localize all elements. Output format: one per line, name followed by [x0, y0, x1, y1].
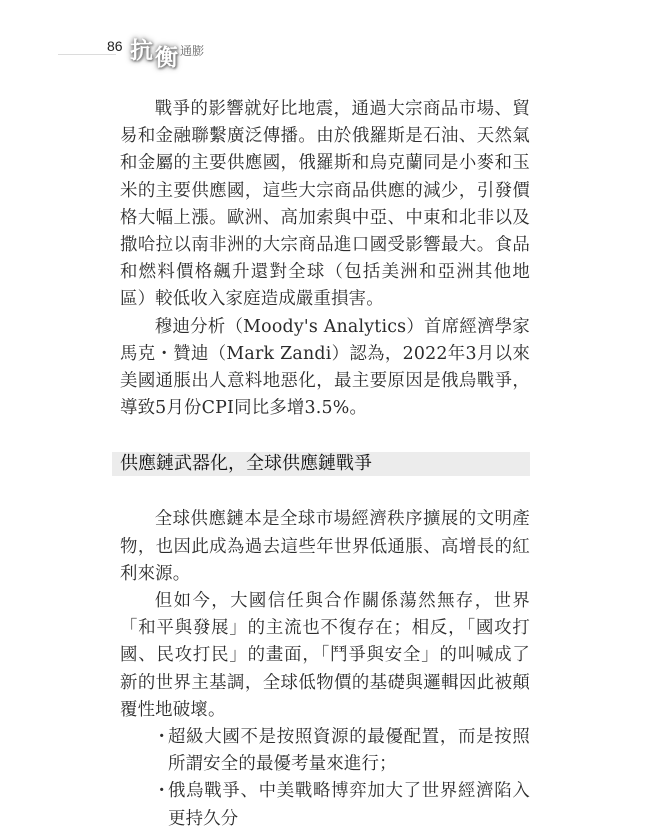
bullet-list [120, 724, 530, 833]
bullet-item [120, 778, 530, 832]
book-title-subtitle: 通膨 [180, 44, 205, 58]
spacer [120, 476, 530, 506]
header-rule [58, 54, 116, 55]
book-title-char-2: 衡 [155, 44, 178, 71]
paragraph-moodys-analytics: 穆迪分析（Moody's Analytics）首席經濟學家馬克・贊迪（Mark Zandi）認為，2022年3月以來美國通脹出人意料地惡化，最主要原因是俄烏戰爭，導致5月份CPI同比多增3.5%。 [120, 316, 530, 419]
spacer [120, 422, 530, 452]
paragraph-global-supply-chain: 全球供應鏈本是全球市場經濟秩序擴展的文明產物，也因此成為過去這些年世界低通脹、高增長的紅利來源。 [120, 509, 530, 584]
book-title-char-1: 抗 [130, 37, 153, 64]
page-body [120, 96, 530, 833]
bullet-item [120, 724, 530, 778]
paragraph-great-power-trust: 但如今，大國信任與合作關係蕩然無存，世界「和平與發展」的主流也不復存在；相反，「國攻打國、民攻打民」的畫面，「鬥爭與安全」的叫喊成了新的世界主基調，全球低物價的基礎與邏輯因此被顛覆性地破壞。 [120, 591, 530, 720]
bullet-marker: ・ [153, 727, 171, 748]
page-number: 86 [107, 38, 123, 54]
running-header [0, 30, 650, 70]
section-heading: 供應鏈武器化，全球供應鏈戰爭 [112, 452, 530, 476]
bullet-text: 超級大國不是按照資源的最優配置，而是按照所謂安全的最優考量來進行； [168, 727, 530, 775]
paragraph-war-impact: 戰爭的影響就好比地震，通過大宗商品市場、貿易和金融聯繫廣泛傳播。由於俄羅斯是石油、天然氣和金屬的主要供應國，俄羅斯和烏克蘭同是小麥和玉米的主要供應國，這些大宗商品供應的減少，引發價格大幅上漲。歐洲、高加索與中亞、中東和北非以及撒哈拉以南非洲的大宗商品進口國受影響最大。食品和燃料價格飆升還對全球（包括美洲和亞洲其他地區）較低收入家庭造成嚴重損害。 [120, 99, 530, 310]
bullet-text: 俄烏戰爭、中美戰略博弈加大了世界經濟陷入更持久分 [168, 781, 530, 829]
bullet-marker: ・ [153, 781, 171, 802]
